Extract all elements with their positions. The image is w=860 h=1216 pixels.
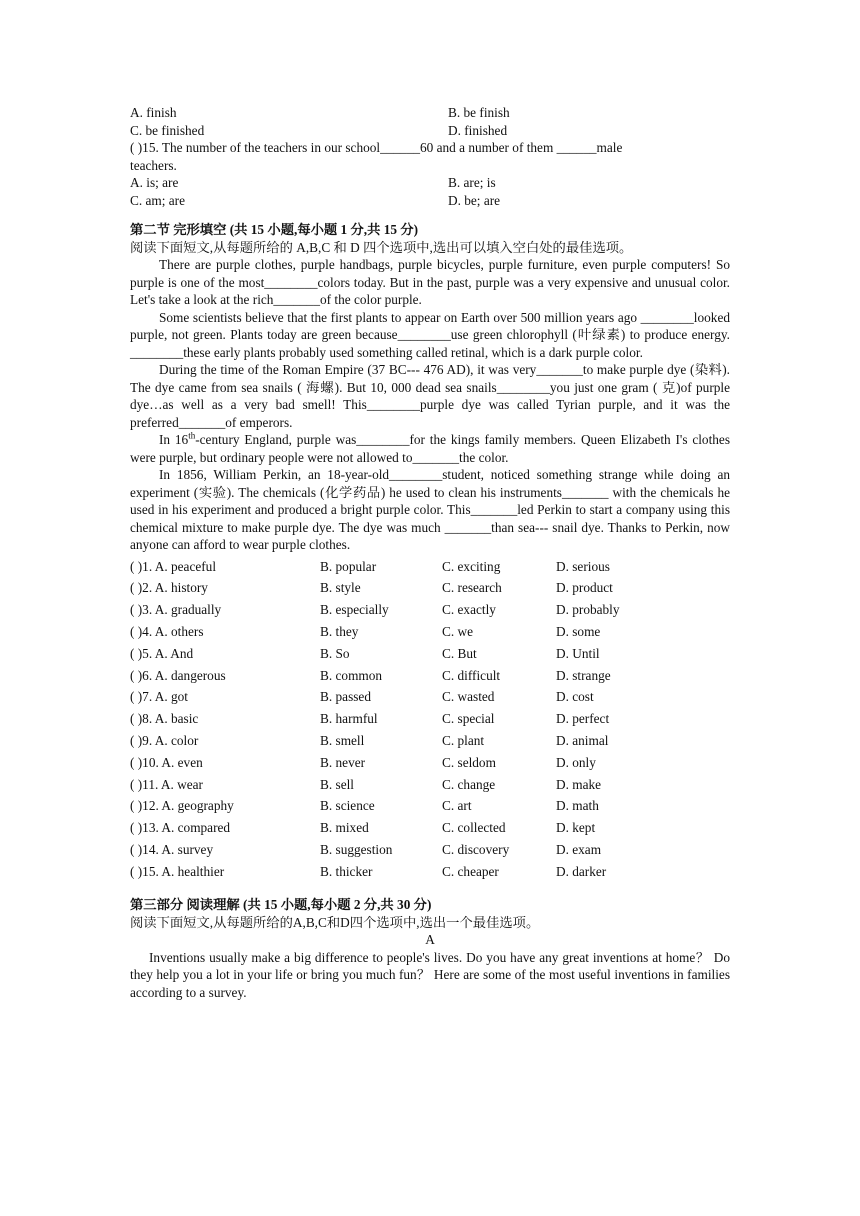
- option-b: B. smell: [320, 733, 365, 749]
- option-b: B. never: [320, 754, 366, 770]
- option-b: B. common: [320, 667, 383, 683]
- question-with-option-a: ( )1. A. peaceful: [130, 558, 217, 574]
- option-c: C. difficult: [442, 667, 501, 683]
- option-b: B. mixed: [320, 820, 369, 836]
- option-d: D. Until: [556, 645, 600, 661]
- cloze-option-row: [130, 686, 730, 708]
- question-with-option-a: ( )4. A. others: [130, 624, 204, 640]
- section2-heading: 第二节 完形填空 (共 15 小题,每小题 1 分,共 15 分): [130, 222, 419, 237]
- question-15-stem-cont: teachers.: [130, 157, 177, 173]
- cloze-paragraph-5: In 1856, William Perkin, an 18-year-old________student, noticed something strange while doing an experiment (实验). The chemicals (化学药品) he used to clean his instruments_______ with the chemicals he used in his experiment and produced a bright purple color. This_______led Perkin to start a company using this chemical mixture to make purple dye. The dye was much _______than sea--- snail dye. Thanks to Perkin, now anyone can afford to wear purple clothes.: [130, 467, 730, 552]
- option-b: B. suggestion: [320, 842, 393, 857]
- cloze-option-row: [130, 599, 730, 621]
- cloze-option-row: [130, 643, 730, 665]
- option-d: D. product: [556, 580, 613, 596]
- option-a: A. is; are: [130, 175, 179, 190]
- cloze-option-row: [130, 817, 730, 839]
- question-with-option-a: ( )2. A. history: [130, 580, 208, 596]
- option-c: C. collected: [442, 820, 506, 836]
- cloze-option-row: [130, 621, 730, 643]
- option-d: D. only: [556, 754, 596, 770]
- option-d: D. be; are: [448, 192, 501, 208]
- option-d: D. darker: [556, 863, 607, 879]
- cloze-option-row: [130, 577, 730, 599]
- option-c: C. we: [442, 624, 474, 640]
- section3-heading: 第三部分 阅读理解 (共 15 小题,每小题 2 分,共 30 分): [130, 897, 432, 913]
- question-15-stem: ( )15. The number of the teachers in our school______60 and a number of them ______male: [130, 140, 623, 155]
- p4-text-start: In 16: [159, 432, 189, 447]
- option-d: D. exam: [556, 842, 602, 857]
- question-with-option-a: ( )14. A. survey: [130, 842, 214, 857]
- section3-instruction: 阅读下面短文,从每题所给的A,B,C和D四个选项中,选出一个最佳选项。: [130, 914, 540, 930]
- option-d: D. math: [556, 798, 599, 814]
- option-b: B. science: [320, 798, 375, 814]
- option-d: D. kept: [556, 820, 596, 836]
- cloze-option-row: [130, 795, 730, 817]
- option-c: C. research: [442, 580, 502, 596]
- reading-paragraph-1: Inventions usually make a big difference to people's lives. Do you have any great inventions at home？ Do they help you a lot in your life or bring you much fun？ Here are some of the most useful inventions in families according to a survey.: [130, 949, 730, 1000]
- question-with-option-a: ( )3. A. gradually: [130, 602, 222, 618]
- question-with-option-a: ( )5. A. And: [130, 645, 194, 661]
- option-c: C. discovery: [442, 842, 510, 857]
- question-with-option-a: ( )6. A. dangerous: [130, 667, 226, 683]
- cloze-option-row: [130, 730, 730, 752]
- question-with-option-a: ( )12. A. geography: [130, 798, 234, 814]
- cloze-options-list: [130, 556, 730, 883]
- option-c: C. But: [442, 645, 477, 661]
- option-b: B. thicker: [320, 863, 373, 879]
- option-c: C. plant: [442, 733, 485, 749]
- question-with-option-a: ( )7. A. got: [130, 689, 188, 705]
- question-with-option-a: ( )13. A. compared: [130, 820, 231, 836]
- option-c: C. special: [442, 711, 495, 727]
- cloze-paragraph-1: There are purple clothes, purple handbags, purple bicycles, purple furniture, even purple computers! So purple is one of the most________colors today. But in the past, purple was a very expensive and unusual color. Let's take a look at the rich_______of the color purple.: [130, 257, 730, 307]
- option-d: D. strange: [556, 667, 611, 683]
- option-b: B. harmful: [320, 711, 378, 727]
- q14-options-row1: [130, 104, 730, 122]
- option-c: C. be finished: [130, 122, 205, 138]
- cloze-paragraph-2: Some scientists believe that the first plants to appear on Earth over 500 million years ago ________looked purple, not green. Plants today are green because________use green chlorophyll (叶绿素) to produce energy. ________these early plants probably used something called retinal, which is a dark purple color.: [130, 309, 730, 360]
- option-d: D. perfect: [556, 711, 610, 727]
- question-with-option-a: ( )11. A. wear: [130, 776, 203, 792]
- cloze-option-row: [130, 708, 730, 730]
- cloze-option-row: [130, 839, 730, 861]
- option-d: D. make: [556, 776, 602, 792]
- option-c: C. exactly: [442, 602, 496, 618]
- option-d: D. serious: [556, 558, 610, 574]
- option-c: C. wasted: [442, 689, 495, 705]
- option-c: C. art: [442, 798, 472, 814]
- option-d: D. animal: [556, 733, 609, 749]
- section2-instruction: 阅读下面短文,从每题所给的 A,B,C 和 D 四个选项中,选出可以填入空白处的最佳选项。: [130, 239, 633, 255]
- q15-options-row2: [130, 192, 730, 210]
- option-b: B. style: [320, 580, 361, 596]
- cloze-option-row: [130, 773, 730, 795]
- cloze-option-row: [130, 556, 730, 578]
- cloze-option-row: [130, 664, 730, 686]
- option-b: B. passed: [320, 689, 371, 705]
- cloze-option-row: [130, 861, 730, 883]
- cloze-paragraph-4: [130, 431, 730, 466]
- p4-superscript: th: [188, 430, 196, 441]
- option-c: C. exciting: [442, 558, 501, 574]
- q15-options-row1: [130, 174, 730, 192]
- option-c: C. change: [442, 776, 496, 792]
- option-d: D. finished: [448, 122, 508, 138]
- option-b: B. So: [320, 645, 350, 661]
- question-with-option-a: ( )8. A. basic: [130, 711, 199, 727]
- option-c: C. seldom: [442, 754, 496, 770]
- p4-text-end: -century England, purple was________for the kings family members. Queen Elizabeth I's clothes were purple, but ordinary people were not allowed to_______the color.: [130, 432, 730, 465]
- option-d: D. cost: [556, 689, 594, 705]
- question-with-option-a: ( )9. A. color: [130, 733, 199, 749]
- q14-options-row2: [130, 122, 730, 140]
- option-b: B. especially: [320, 602, 389, 618]
- option-b: B. are; is: [448, 175, 496, 190]
- option-b: B. popular: [320, 558, 377, 574]
- option-d: D. some: [556, 624, 601, 640]
- exam-page: [130, 104, 730, 1001]
- question-with-option-a: ( )10. A. even: [130, 754, 203, 770]
- option-d: D. probably: [556, 602, 620, 618]
- option-c: C. am; are: [130, 192, 186, 208]
- option-b: B. be finish: [448, 105, 510, 120]
- cloze-option-row: [130, 752, 730, 774]
- passage-label: A: [425, 932, 435, 948]
- option-b: B. they: [320, 624, 359, 640]
- option-a: A. finish: [130, 105, 177, 120]
- cloze-paragraph-3: During the time of the Roman Empire (37 BC--- 476 AD), it was very_______to make purple dye (染料). The dye came from sea snails ( 海螺). But 10, 000 dead sea snails________you just one gram ( 克)of purple dye…as well as a very bad smell! This________purple dye was called Tyrian purple, and it was the preferred_______of emperors.: [130, 362, 730, 430]
- question-with-option-a: ( )15. A. healthier: [130, 863, 225, 879]
- option-c: C. cheaper: [442, 863, 499, 879]
- option-b: B. sell: [320, 776, 354, 792]
